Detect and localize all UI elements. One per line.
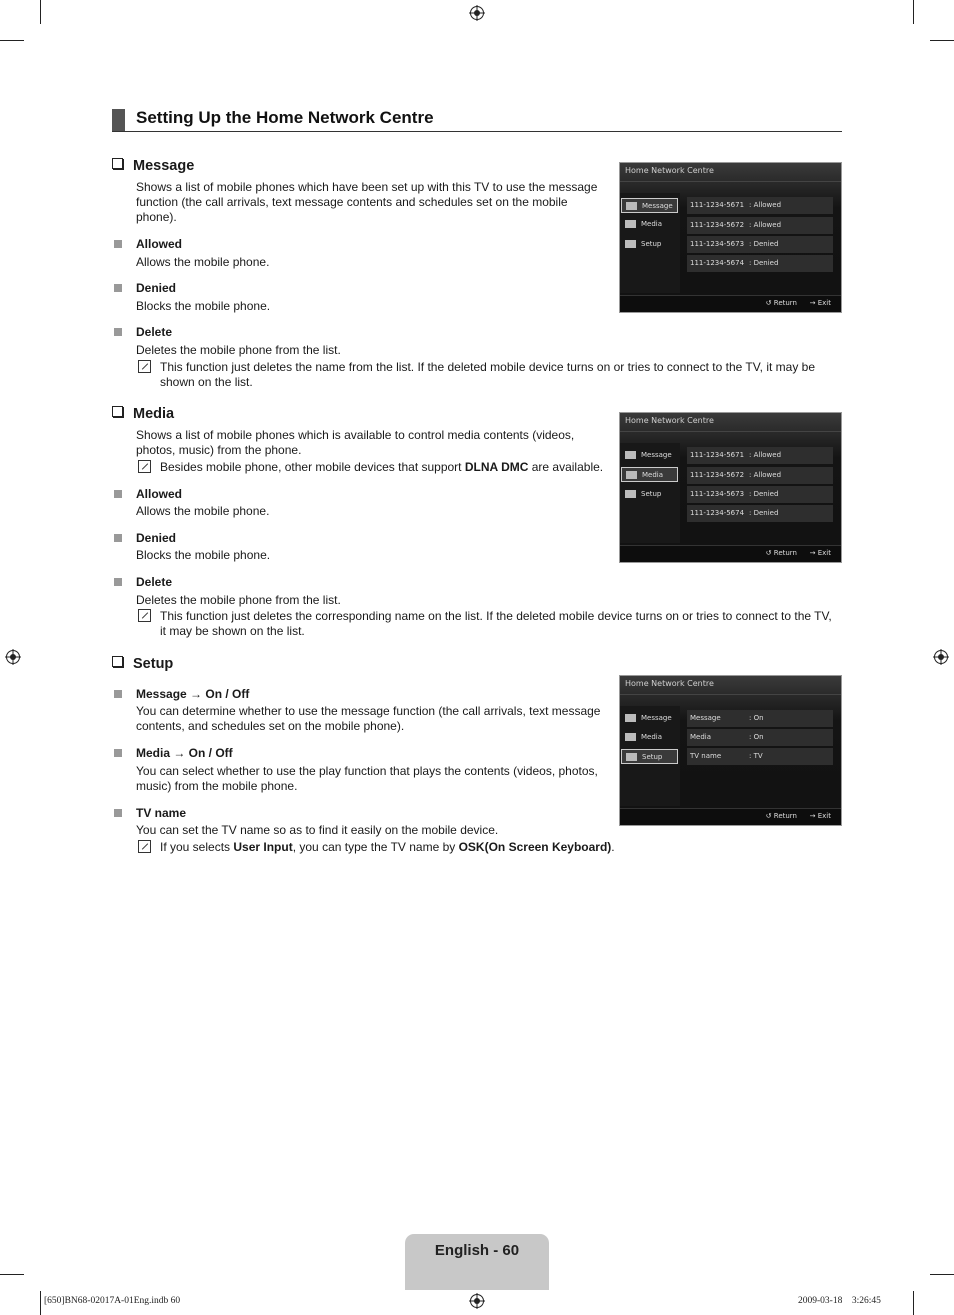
media-allowed-heading: Allowed xyxy=(136,487,182,501)
gear-icon xyxy=(625,240,636,248)
tv-setup-row[interactable]: Message : On xyxy=(687,710,833,727)
bullet-square-icon xyxy=(114,240,122,248)
media-denied-heading: Denied xyxy=(136,531,176,545)
return-button[interactable]: ↺ Return xyxy=(765,299,797,307)
crop-mark xyxy=(0,40,24,41)
checkbox-bullet-icon xyxy=(112,158,123,169)
setup-tvname-note: If you selects User Input, you can type the TV name by OSK(On Screen Keyboard). xyxy=(160,840,615,854)
exit-button[interactable]: → Exit xyxy=(809,299,831,307)
note-icon xyxy=(138,360,151,373)
tv-menu-setup[interactable]: Setup xyxy=(621,487,678,502)
page-title: Setting Up the Home Network Centre xyxy=(136,108,434,127)
tv-menu-media[interactable]: Media xyxy=(621,217,678,232)
media-delete-heading: Delete xyxy=(136,575,172,589)
message-allowed-heading: Allowed xyxy=(136,237,182,251)
setup-media-heading: Media → On / Off xyxy=(136,746,233,760)
bullet-square-icon xyxy=(114,749,122,757)
note-icon xyxy=(138,460,151,473)
media-icon xyxy=(626,471,637,479)
message-delete-note: This function just deletes the name from the list. If the deleted mobile device turns on or tries to connect to the TV, it may be shown on the list. xyxy=(160,360,816,389)
registration-mark-icon xyxy=(469,5,485,21)
return-button[interactable]: ↺ Return xyxy=(765,549,797,557)
media-intro: Shows a list of mobile phones which is available to control media contents (videos, photos, music) from the phone. xyxy=(136,428,575,457)
media-delete-text: Deletes the mobile phone from the list. xyxy=(136,593,341,607)
message-intro: Shows a list of mobile phones which have been set up with this TV to use the message function (the call arrivals, text message contents and schedules set on the mobile phone). xyxy=(136,180,598,224)
section-heading-message: Message xyxy=(112,158,194,174)
crop-mark xyxy=(40,1291,41,1315)
tv-menu-media[interactable]: Media xyxy=(621,730,678,745)
crop-mark xyxy=(913,0,914,24)
crop-mark xyxy=(913,1291,914,1315)
bullet-square-icon xyxy=(114,284,122,292)
exit-button[interactable]: → Exit xyxy=(809,549,831,557)
tv-list-row[interactable]: 111-1234-5671 : Allowed xyxy=(687,447,833,464)
tv-screen-title: Home Network Centre xyxy=(625,679,714,688)
crop-mark xyxy=(930,40,954,41)
message-denied-text: Blocks the mobile phone. xyxy=(136,299,271,313)
tv-screen-message xyxy=(619,162,842,313)
media-allowed-text: Allows the mobile phone. xyxy=(136,504,270,518)
setup-message-text: You can determine whether to use the message function (the call arrivals, text message contents, and schedules set on the mobile phone). xyxy=(136,704,601,733)
tv-screen-media xyxy=(619,412,842,563)
section-heading-setup: Setup xyxy=(112,656,173,672)
tv-list-row[interactable]: 111-1234-5672 : Allowed xyxy=(687,467,833,484)
setup-tvname-heading: TV name xyxy=(136,806,186,820)
tv-menu-message[interactable]: Message xyxy=(621,448,678,463)
gear-icon xyxy=(626,753,637,761)
bullet-square-icon xyxy=(114,490,122,498)
media-icon xyxy=(625,220,636,228)
registration-mark-icon xyxy=(469,1293,485,1309)
bullet-square-icon xyxy=(114,809,122,817)
message-delete-heading: Delete xyxy=(136,325,172,339)
title-accent xyxy=(112,109,125,131)
print-info-right: 2009-03-18 3:26:45 xyxy=(798,1296,881,1306)
tv-list-row[interactable]: 111-1234-5674 : Denied xyxy=(687,255,833,272)
tv-footer xyxy=(620,808,841,825)
tv-list-row[interactable]: 111-1234-5672 : Allowed xyxy=(687,217,833,234)
return-button[interactable]: ↺ Return xyxy=(765,812,797,820)
crop-mark xyxy=(40,0,41,24)
tv-setup-row[interactable]: TV name : TV xyxy=(687,748,833,765)
tv-screen-title: Home Network Centre xyxy=(625,166,714,175)
tv-menu-message[interactable]: Message xyxy=(621,198,678,213)
title-rule xyxy=(112,131,842,132)
exit-button[interactable]: → Exit xyxy=(809,812,831,820)
checkbox-bullet-icon xyxy=(112,656,123,667)
checkbox-bullet-icon xyxy=(112,406,123,417)
message-denied-heading: Denied xyxy=(136,281,176,295)
section-heading-media: Media xyxy=(112,406,174,422)
tv-menu-media[interactable]: Media xyxy=(621,467,678,482)
envelope-icon xyxy=(625,714,636,722)
tv-list-row[interactable]: 111-1234-5673 : Denied xyxy=(687,486,833,503)
tv-menu-setup[interactable]: Setup xyxy=(621,749,678,764)
tv-screen-setup xyxy=(619,675,842,826)
message-delete-text: Deletes the mobile phone from the list. xyxy=(136,343,341,357)
note-icon xyxy=(138,609,151,622)
setup-tvname-text: You can set the TV name so as to find it easily on the mobile device. xyxy=(136,823,499,837)
tv-menu-setup[interactable]: Setup xyxy=(621,237,678,252)
bullet-square-icon xyxy=(114,690,122,698)
tv-footer xyxy=(620,295,841,312)
registration-mark-icon xyxy=(933,649,949,665)
print-info-left: [650]BN68-02017A-01Eng.indb 60 xyxy=(44,1296,181,1306)
bullet-square-icon xyxy=(114,578,122,586)
divider xyxy=(620,694,841,695)
tv-setup-row[interactable]: Media : On xyxy=(687,729,833,746)
tv-menu-message[interactable]: Message xyxy=(621,711,678,726)
page-number: English - 60 xyxy=(434,1242,520,1259)
tv-footer xyxy=(620,545,841,562)
crop-mark xyxy=(930,1274,954,1275)
tv-list-row[interactable]: 111-1234-5673 : Denied xyxy=(687,236,833,253)
registration-mark-icon xyxy=(5,649,21,665)
tv-screen-title: Home Network Centre xyxy=(625,416,714,425)
crop-mark xyxy=(0,1274,24,1275)
bullet-square-icon xyxy=(114,328,122,336)
media-icon xyxy=(625,733,636,741)
divider xyxy=(620,431,841,432)
media-denied-text: Blocks the mobile phone. xyxy=(136,548,271,562)
divider xyxy=(620,181,841,182)
tv-list-row[interactable]: 111-1234-5671 : Allowed xyxy=(687,197,833,214)
envelope-icon xyxy=(625,451,636,459)
envelope-icon xyxy=(626,202,637,210)
message-allowed-text: Allows the mobile phone. xyxy=(136,255,270,269)
setup-media-text: You can select whether to use the play function that plays the contents (videos, photos, music) from the mobile phone. xyxy=(136,764,598,793)
media-delete-note: This function just deletes the corresponding name on the list. If the deleted mobile device turns on or tries to connect to the TV, it may be shown on the list. xyxy=(160,609,832,638)
note-icon xyxy=(138,840,151,853)
bullet-square-icon xyxy=(114,534,122,542)
gear-icon xyxy=(625,490,636,498)
media-note: Besides mobile phone, other mobile devices that support DLNA DMC are available. xyxy=(160,460,604,474)
setup-message-heading: Message → On / Off xyxy=(136,687,249,701)
tv-list-row[interactable]: 111-1234-5674 : Denied xyxy=(687,505,833,522)
